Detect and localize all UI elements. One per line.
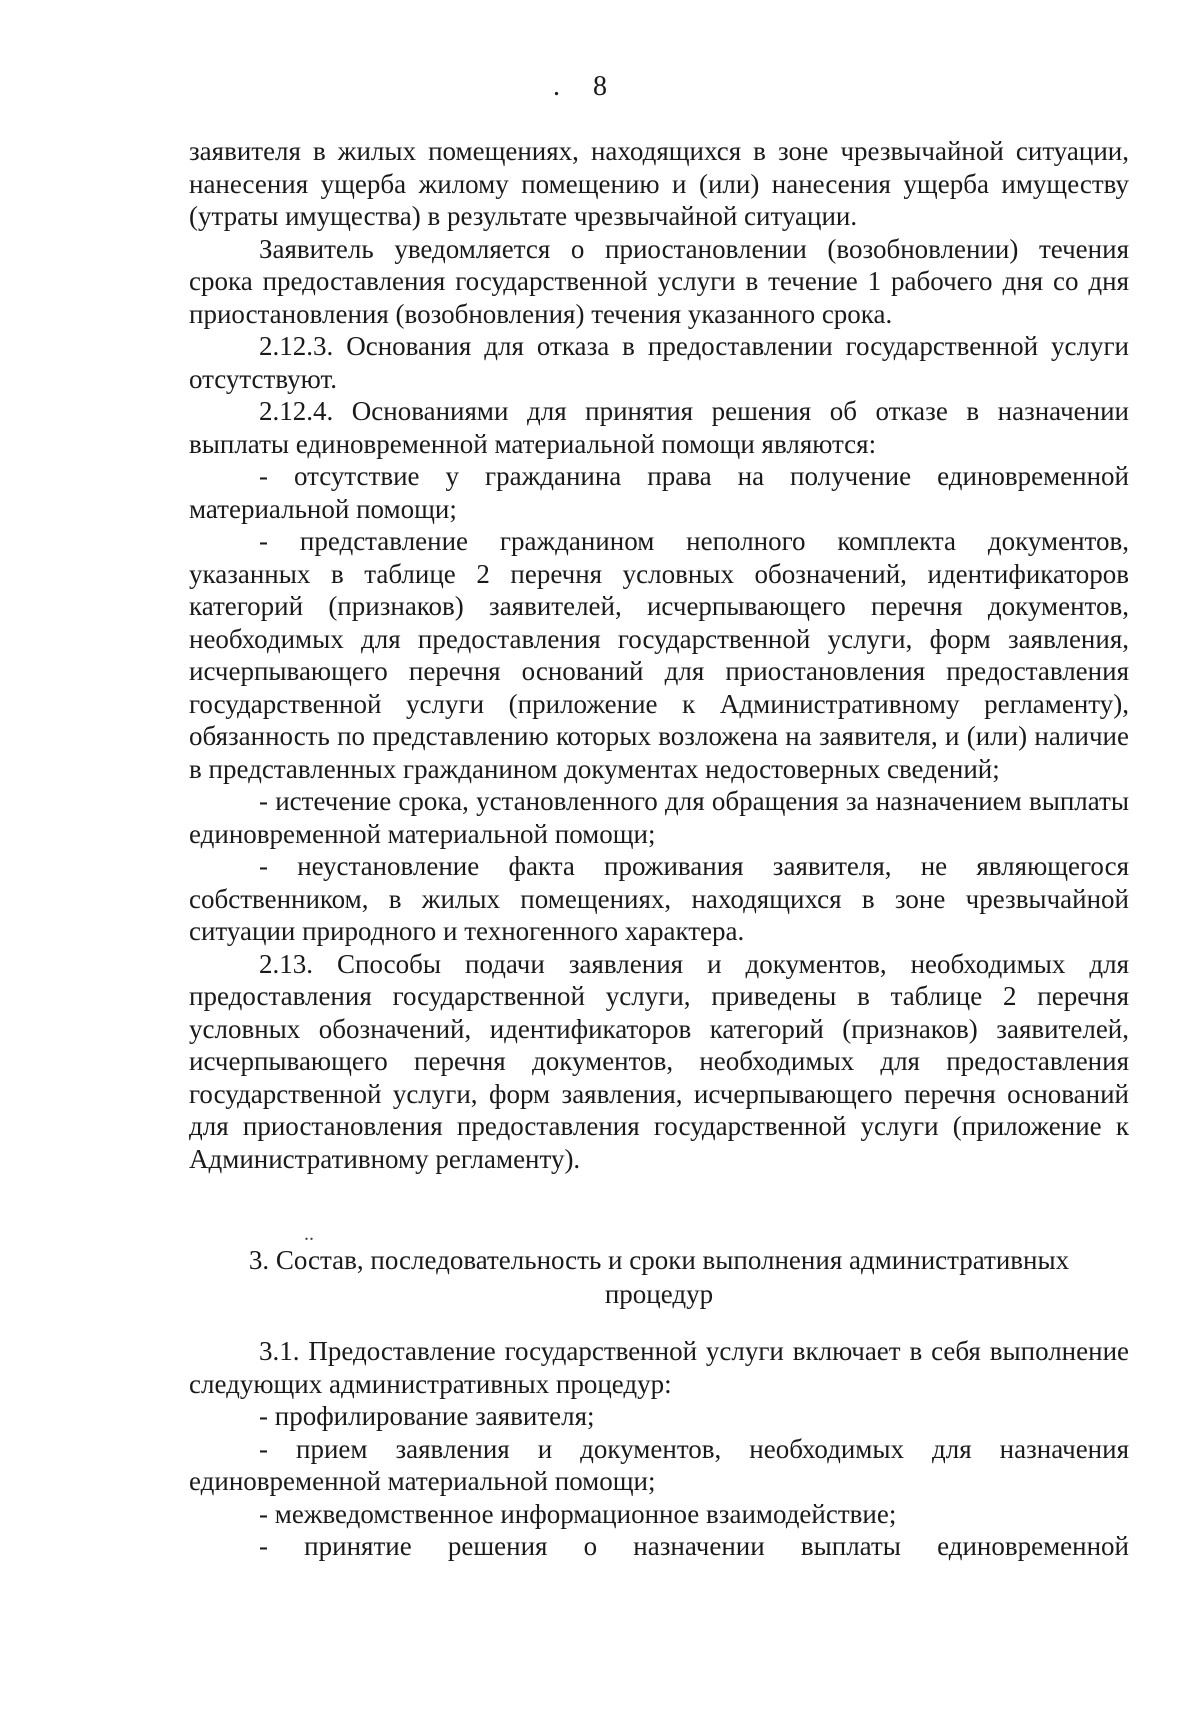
list-item-no-right: - отсутствие у гражданина права на получение единовременной материальной помощи; (189, 461, 1129, 524)
list-item-interagency: - межведомственное информационное взаимодействие; (259, 1498, 897, 1529)
list-item-deadline-expired: - истечение срока, установленного для обращения за назначением выплаты единовременной материальной помощи; (189, 786, 1129, 849)
scan-dot: . (553, 71, 560, 102)
page-number-value: 8 (593, 71, 607, 102)
paragraph-2-12-3: 2.12.3. Основания для отказа в предоставлении государственной услуги отсутствуют. (189, 331, 1129, 394)
body-text-top (189, 135, 1129, 1175)
paragraph-continuation: заявителя в жилых помещениях, находящихся в зоне чрезвычайной ситуации, нанесения ущерба жилому помещению и (или) нанесения ущерба имуществу (утраты имущества) в результате чрезвычайной ситуации. (189, 136, 1129, 231)
paragraph-3-1: 3.1. Предоставление государственной услуги включает в себя выполнение следующих административных процедур: (189, 1336, 1129, 1399)
paragraph-notification: Заявитель уведомляется о приостановлении (возобновлении) течения срока предоставления государственной услуги в течение 1 рабочего дня со дня приостановления (возобновления) течения указанного срока. (189, 233, 1129, 329)
list-item-profiling: - профилирование заявителя; (259, 1401, 595, 1431)
section-heading-line1: 3. Состав, последовательность и сроки выполнения административных (248, 1245, 1070, 1275)
paragraph-2-12-4: 2.12.4. Основаниями для принятия решения об отказе в назначении выплаты единовременной материальной помощи являются: (189, 396, 1129, 459)
list-item-application-intake: - прием заявления и документов, необходимых для назначения единовременной материальной помощи; (189, 1433, 1129, 1496)
section-heading-3 (189, 1243, 1129, 1311)
section-heading-line2: процедур (604, 1279, 714, 1309)
page-number (0, 70, 1200, 104)
list-item-decision: - принятие решения о назначении выплаты единовременной (259, 1531, 1129, 1561)
scan-mark: .. (304, 1223, 314, 1245)
list-item-incomplete-documents: - представление гражданином неполного комплекта документов, указанных в таблице 2 перечня условных обозначений, идентификаторов категорий (признаков) заявителей, исчерпывающего перечня документов, необходимых для предоставления государственной услуги, форм заявления, исчерпывающего перечня оснований для приостановления предоставления государственной услуги (приложение к Административному регламенту), обязанность по представлению которых возложена на заявителя, и (или) наличие в представленных гражданином документах недостоверных сведений; (189, 526, 1129, 784)
paragraph-2-13: 2.13. Способы подачи заявления и документов, необходимых для предоставления государственной услуги, приведены в таблице 2 перечня условных обозначений, идентификаторов категорий (признаков) заявителей, исчерпывающего перечня документов, необходимых для предоставления государственной услуги, форм заявления, исчерпывающего перечня оснований для приостановления предоставления государственной услуги (приложение к Административному регламенту). (189, 948, 1129, 1174)
list-item-residence-not-established: - неустановление факта проживания заявителя, не являющегося собственником, в жилых помещениях, находящихся в зоне чрезвычайной ситуации природного и техногенного характера. (189, 851, 1129, 946)
body-text-bottom (189, 1335, 1129, 1563)
